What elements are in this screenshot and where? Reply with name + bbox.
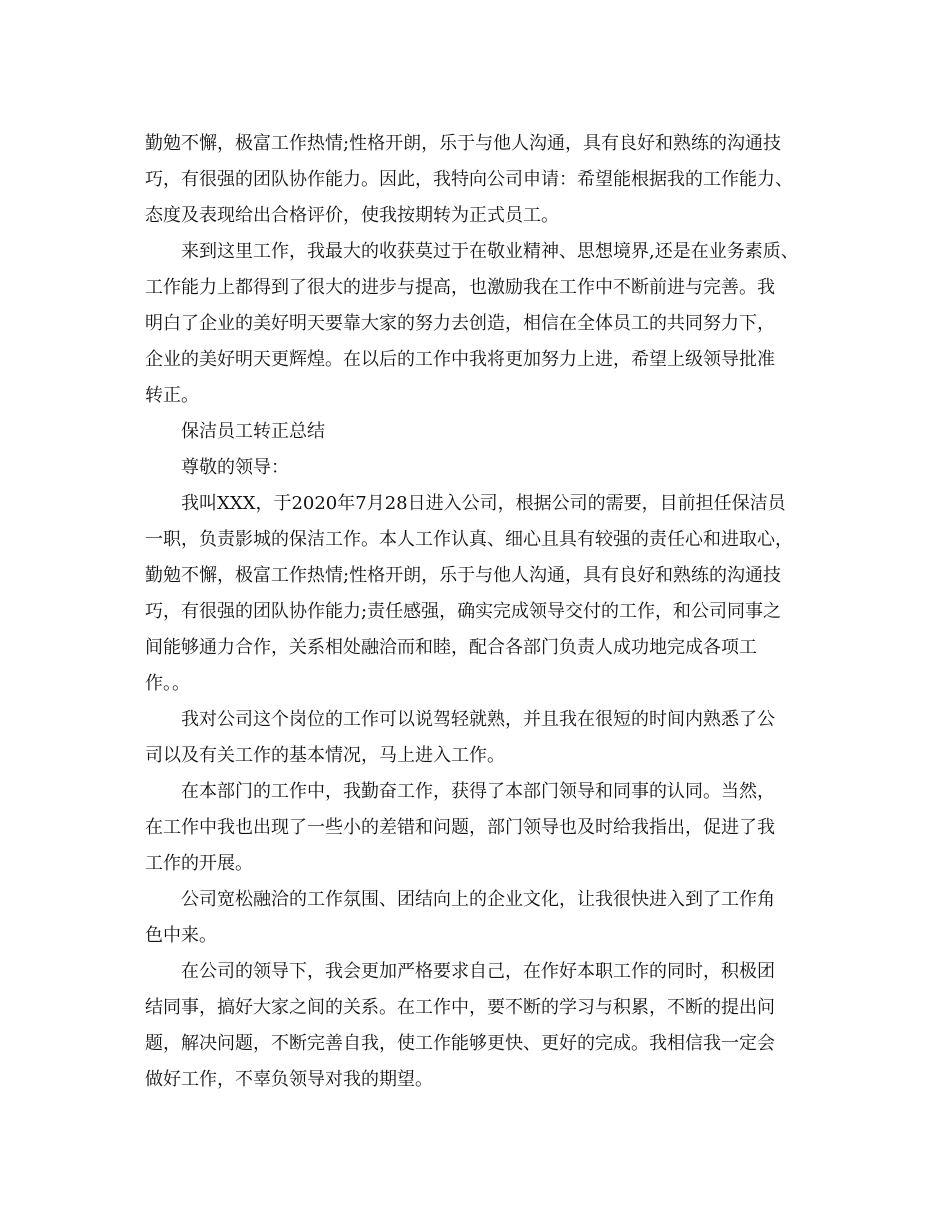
text-line: 我对公司这个岗位的工作可以说驾轻就熟，并且我在很短的时间内熟悉了公 <box>181 709 775 730</box>
text-line: 结同事，搞好大家之间的关系。在工作中，要不断的学习与积累，不断的提出问 <box>145 997 775 1018</box>
text-line: 勤勉不懈，极富工作热情;性格开朗，乐于与他人沟通，具有良好和熟练的沟通技 <box>145 133 782 154</box>
text-line: 题，解决问题，不断完善自我，使工作能够更快、更好的完成。我相信我一定会 <box>145 1033 775 1054</box>
document-body <box>145 126 810 1098</box>
text-line: 在公司的领导下，我会更加严格要求自己，在作好本职工作的同时，积极团 <box>181 961 775 982</box>
text-line: 工作能力上都得到了很大的进步与提高，也激励我在工作中不断前进与完善。我 <box>145 277 775 298</box>
text-line: 我叫XXX，于2020年7月28日进入公司，根据公司的需要，目前担任保洁员 <box>181 493 786 514</box>
text-line: 司以及有关工作的基本情况，马上进入工作。 <box>145 745 505 766</box>
text-line: 来到这里工作，我最大的收获莫过于在敬业精神、思想境界,还是在业务素质、 <box>181 241 799 262</box>
text-line: 一职，负责影城的保洁工作。本人工作认真、细心且具有较强的责任心和进取心， <box>145 529 793 550</box>
text-line: 巧，有很强的团队协作能力;责任感强，确实完成领导交付的工作，和公司同事之 <box>145 601 782 622</box>
text-line: 转正。 <box>145 385 199 406</box>
text-line: 色中来。 <box>145 925 217 946</box>
text-line: 巧，有很强的团队协作能力。因此，我特向公司申请：希望能根据我的工作能力、 <box>145 169 793 190</box>
text-line: 明白了企业的美好明天要靠大家的努力去创造，相信在全体员工的共同努力下， <box>145 313 775 334</box>
text-line: 公司宽松融洽的工作氛围、团结向上的企业文化，让我很快进入到了工作角 <box>181 889 775 910</box>
text-line: 态度及表现给出合格评价，使我按期转为正式员工。 <box>145 205 559 226</box>
text-line: 在工作中我也出现了一些小的差错和问题，部门领导也及时给我指出，促进了我 <box>145 817 775 838</box>
text-line: 工作的开展。 <box>145 853 253 874</box>
text-line: 作。。 <box>145 673 190 694</box>
text-line: 尊敬的领导： <box>181 457 289 478</box>
text-line: 勤勉不懈，极富工作热情;性格开朗，乐于与他人沟通，具有良好和熟练的沟通技 <box>145 565 782 586</box>
text-line: 在本部门的工作中，我勤奋工作，获得了本部门领导和同事的认同。当然， <box>181 781 775 802</box>
text-line: 做好工作，不辜负领导对我的期望。 <box>145 1069 433 1090</box>
text-line: 间能够通力合作，关系相处融洽而和睦，配合各部门负责人成功地完成各项工 <box>145 637 757 658</box>
text-line: 企业的美好明天更辉煌。在以后的工作中我将更加努力上进，希望上级领导批准 <box>145 349 775 370</box>
text-line: 保洁员工转正总结 <box>181 421 325 442</box>
